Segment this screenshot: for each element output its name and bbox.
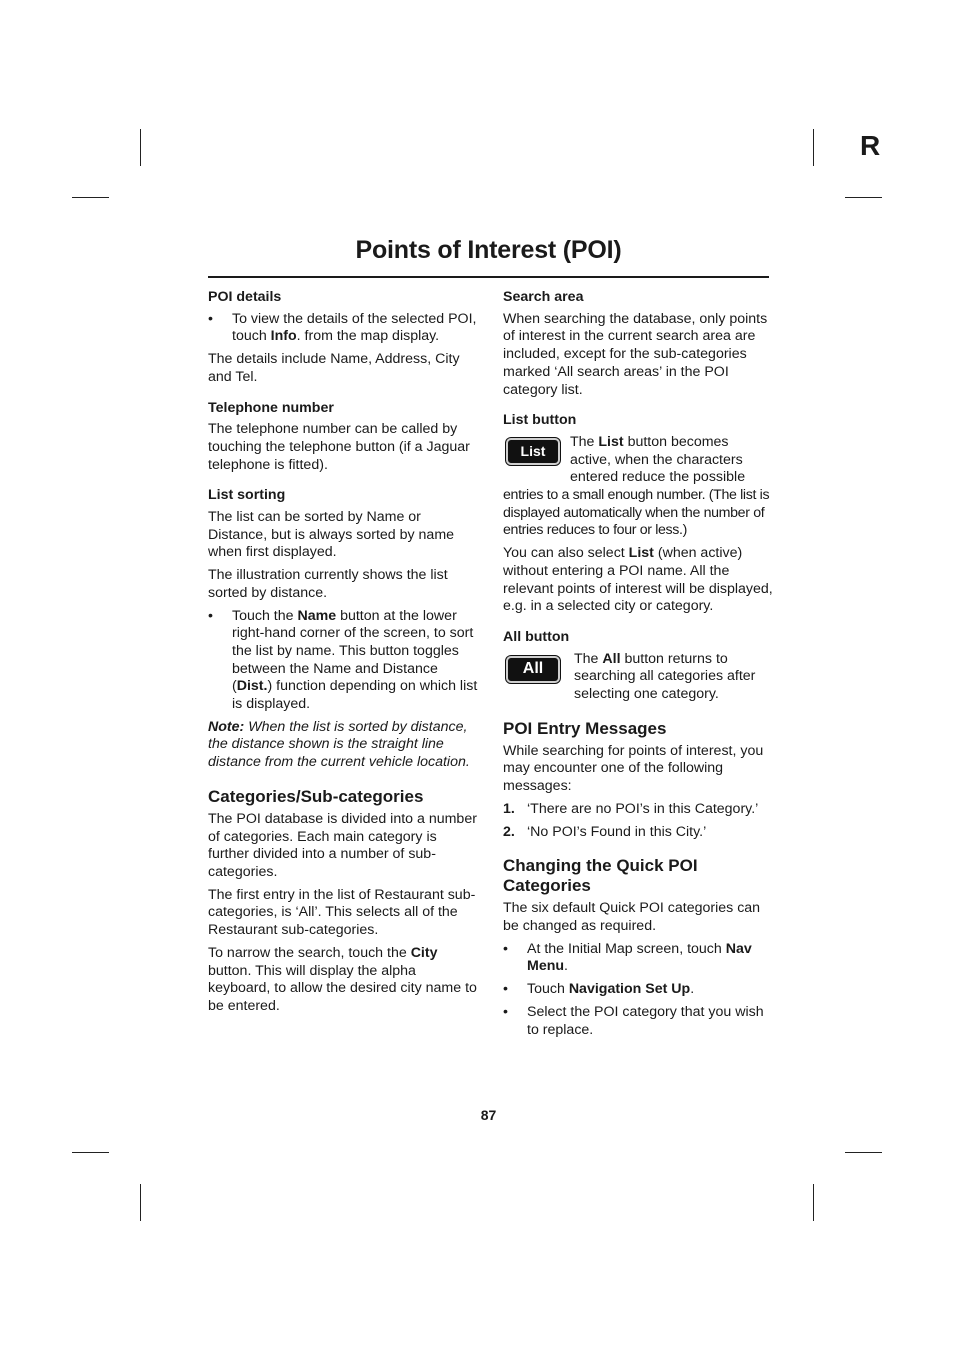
page-number: 87 xyxy=(480,1107,497,1123)
bullet-dot: • xyxy=(208,607,213,624)
search-area-heading: Search area xyxy=(503,289,584,305)
bold-term: Nav Menu xyxy=(527,940,752,975)
quick-poi-bullet xyxy=(503,1004,773,1039)
numbered-item xyxy=(503,824,773,842)
bold-term: Info xyxy=(270,328,297,345)
left-column xyxy=(208,289,478,1021)
list-sorting-bullet xyxy=(208,608,478,714)
para-text: button returns to searching all categories after selecting one category. xyxy=(574,650,756,703)
bullet-dot: • xyxy=(503,1003,508,1020)
all-button-row xyxy=(503,651,773,704)
poi-details-heading: POI details xyxy=(208,289,282,305)
all-button-heading: All button xyxy=(503,628,570,645)
crop-mark xyxy=(140,129,141,166)
list-button-para xyxy=(503,545,773,616)
section-letter: R xyxy=(860,130,881,161)
telephone-para: The telephone number can be called by touching the telephone button (if a Jaguar telephone is fitted). xyxy=(208,421,470,473)
crop-mark xyxy=(813,129,814,166)
note-label: Note: xyxy=(208,718,245,735)
bullet-text: At the Initial Map screen, touch xyxy=(527,940,726,957)
bold-term: City xyxy=(410,944,438,961)
crop-mark xyxy=(140,1184,141,1221)
bullet-dot: • xyxy=(503,981,508,998)
bold-term: List xyxy=(598,433,624,450)
all-button-text xyxy=(574,651,773,704)
para-text: button. This will display the alpha keyboard, to allow the desired city name to be entered. xyxy=(208,962,477,1014)
note xyxy=(208,719,478,772)
bullet-text: ) function depending on which list is displayed. xyxy=(232,678,478,713)
list-button-row xyxy=(503,434,773,487)
categories-para xyxy=(208,945,478,1016)
bullet-dot: • xyxy=(208,310,213,327)
bullet-text: . from the map display. xyxy=(296,328,440,345)
page-title: Points of Interest (POI) xyxy=(355,236,622,264)
list-button-continued: entries to a small enough number. (The list is displayed automatically when the number of entries reduces to four or less.) xyxy=(503,487,770,539)
para-text: The xyxy=(574,650,603,667)
bullet-text: Select the POI category that you wish to replace. xyxy=(527,1003,764,1038)
poi-details-para: The details include Name, Address, City and Tel. xyxy=(208,351,460,385)
quick-poi-bullet xyxy=(503,941,773,976)
categories-heading: Categories/Sub-categories xyxy=(208,786,424,806)
list-button-illustration: List xyxy=(506,438,560,465)
crop-mark xyxy=(72,1152,109,1153)
list-button-heading: List button xyxy=(503,412,577,429)
entry-messages-para: While searching for points of interest, you may encounter one of the following messages: xyxy=(503,742,764,795)
categories-para: The first entry in the list of Restaurant sub-categories, is ‘All’. This selects all of the Restaurant sub-categories. xyxy=(208,886,476,939)
bullet-text: . xyxy=(690,981,695,998)
bold-term: Navigation Set Up xyxy=(568,981,691,998)
quick-poi-heading: Changing the Quick POI Categories xyxy=(503,856,698,896)
bullet-text: To view the details of the selected POI, touch xyxy=(232,310,477,345)
bold-term: All xyxy=(602,650,621,667)
crop-mark xyxy=(845,1152,882,1153)
list-sorting-heading: List sorting xyxy=(208,487,286,504)
note-text: When the list is sorted by distance, the distance shown is the straight line distance from the current vehicle location. xyxy=(208,718,470,771)
quick-poi-para: The six default Quick POI categories can be changed as required. xyxy=(503,900,761,934)
item-text: ‘There are no POI’s in this Category.’ xyxy=(527,800,759,817)
bullet-dot: • xyxy=(503,940,508,957)
para-text: The xyxy=(570,433,599,450)
all-button-illustration: All xyxy=(506,656,560,683)
numbered-item xyxy=(503,801,773,819)
entry-messages-heading: POI Entry Messages xyxy=(503,718,667,738)
item-number: 1. xyxy=(503,800,515,817)
bold-term: List xyxy=(628,545,654,562)
bullet-text: Touch the xyxy=(232,607,298,624)
para-text: (when active) without entering a POI name. All the relevant points of interest will be displayed, e.g. in a selected city or category. xyxy=(503,545,773,615)
categories-para: The POI database is divided into a number of categories. Each main category is further divided into a number of sub-categories. xyxy=(208,810,477,880)
list-sorting-para: The list can be sorted by Name or Distance, but is always sorted by name when first displayed. xyxy=(208,509,455,561)
bullet-text: . xyxy=(564,958,568,975)
poi-details-bullet xyxy=(208,311,478,346)
item-number: 2. xyxy=(503,823,515,840)
quick-poi-bullet xyxy=(503,981,773,999)
crop-mark xyxy=(813,1184,814,1221)
bullet-text: button at the lower right-hand corner of the screen, to sort the list by name. This button toggles between the Name and Distance ( xyxy=(232,607,474,695)
telephone-heading: Telephone number xyxy=(208,399,334,416)
right-column xyxy=(503,289,773,1044)
crop-mark xyxy=(845,197,882,198)
para-text: To narrow the search, touch the xyxy=(208,944,411,961)
para-text: You can also select xyxy=(503,545,629,562)
bold-term: Name xyxy=(297,607,337,624)
search-area-para: When searching the database, only points of interest in the current search area are included, except for the sub-categories marked ‘All search areas’ in the POI category list. xyxy=(503,310,768,398)
para-text: button becomes active, when the characters entered reduce the possible xyxy=(570,433,746,486)
list-button-text xyxy=(570,434,773,487)
bullet-text: Touch xyxy=(527,981,569,998)
bold-term: Dist. xyxy=(236,678,268,695)
crop-mark xyxy=(72,197,109,198)
title-rule xyxy=(208,276,769,278)
list-sorting-para: The illustration currently shows the list sorted by distance. xyxy=(208,567,448,601)
item-text: ‘No POI’s Found in this City.’ xyxy=(527,823,707,840)
